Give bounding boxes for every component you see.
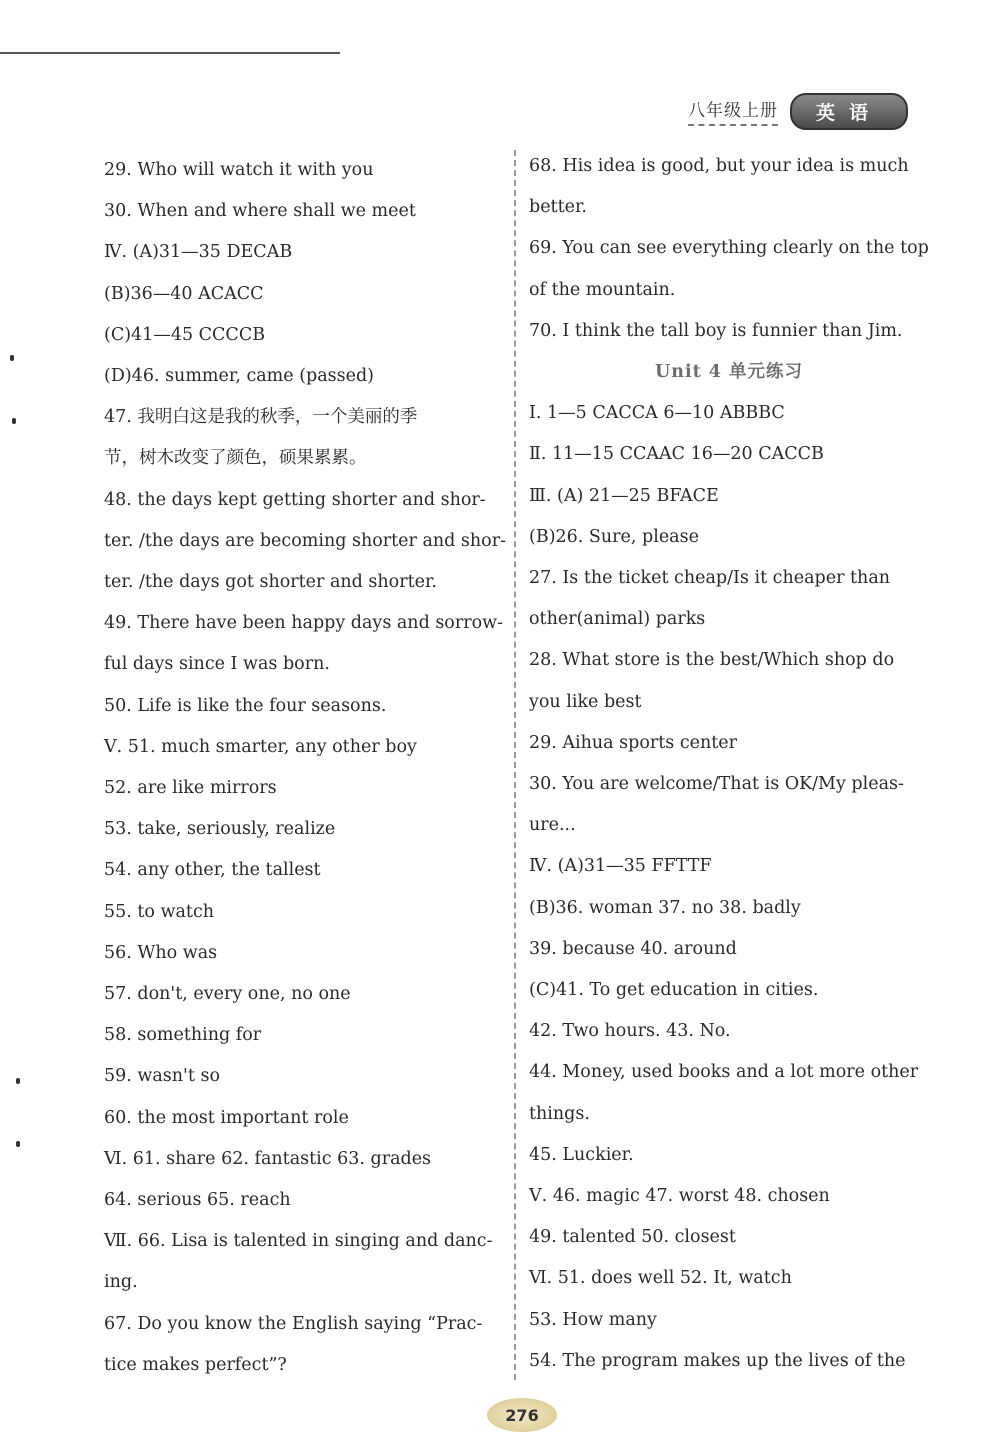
answer-line: 56. Who was xyxy=(104,942,218,963)
answer-line: Ⅲ. (A) 21—25 BFACE xyxy=(529,485,719,506)
answer-line: (D)46. summer, came (passed) xyxy=(104,366,375,387)
answer-line: 70. I think the tall boy is funnier than Jim. xyxy=(529,320,903,341)
answer-line: 68. His idea is good, but your idea is much xyxy=(529,156,909,176)
answer-line: (B)36—40 ACACC xyxy=(104,283,264,304)
top-rule xyxy=(0,52,340,54)
right-column xyxy=(529,146,929,1382)
answer-line: 64. serious 65. reach xyxy=(104,1190,291,1211)
answer-line: (B)26. Sure, please xyxy=(529,526,699,547)
answer-line: 57. don't, every one, no one xyxy=(104,984,351,1005)
answer-line: you like best xyxy=(529,691,642,712)
answer-line: 53. How many xyxy=(529,1309,657,1330)
answer-line: 49. There have been happy days and sorrow- xyxy=(104,613,504,634)
answer-line: 55. to watch xyxy=(104,901,215,922)
answer-line: 30. You are welcome/That is OK/My pleas- xyxy=(529,774,904,795)
answer-line: better. xyxy=(529,197,587,218)
grade-label: 八年级上册 xyxy=(688,96,778,126)
answer-line: 53. take, seriously, realize xyxy=(104,819,336,840)
answer-line: (C)41—45 CCCCB xyxy=(104,324,266,345)
answer-line: 48. the days kept getting shorter and shor- xyxy=(104,489,486,510)
answer-line: tice makes perfect”? xyxy=(104,1354,287,1375)
answer-line: Ⅴ. 46. magic 47. worst 48. chosen xyxy=(529,1186,830,1207)
answer-line: Ⅴ. 51. much smarter, any other boy xyxy=(104,736,417,757)
answer-line: 54. any other, the tallest xyxy=(104,860,321,881)
answer-line: 30. When and where shall we meet xyxy=(104,201,416,222)
answer-line: Ⅶ. 66. Lisa is talented in singing and danc- xyxy=(104,1231,493,1252)
margin-mark xyxy=(16,1078,20,1084)
answer-line: ing. xyxy=(104,1272,138,1293)
answer-line: (C)41. To get education in cities. xyxy=(529,980,819,1001)
answer-line: Ⅳ. (A)31—35 DECAB xyxy=(104,242,293,263)
answer-line: 39. because 40. around xyxy=(529,938,737,959)
answer-line: 47. 我明白这是我的秋季，一个美丽的季 xyxy=(104,407,418,428)
answer-line: 28. What store is the best/Which shop do xyxy=(529,650,895,671)
answer-line: (B)36. woman 37. no 38. badly xyxy=(529,897,801,918)
answer-line: Ⅳ. (A)31—35 FFTTF xyxy=(529,856,712,877)
answer-line: 59. wasn't so xyxy=(104,1066,220,1087)
page-number: 276 xyxy=(487,1398,557,1432)
answer-line: Ⅵ. 51. does well 52. It, watch xyxy=(529,1268,792,1289)
answer-line: 67. Do you know the English saying “Prac- xyxy=(104,1313,483,1334)
answer-line: Ⅱ. 11—15 CCAAC 16—20 CACCB xyxy=(529,444,824,465)
unit-title: Unit 4 单元练习 xyxy=(654,362,804,383)
answer-line: 29. Who will watch it with you xyxy=(104,160,374,180)
answer-line: ure... xyxy=(529,815,576,836)
answer-line: 29. Aihua sports center xyxy=(529,732,738,753)
answer-line: 52. are like mirrors xyxy=(104,778,277,799)
answer-line: ter. /the days got shorter and shorter. xyxy=(104,572,437,593)
subject-badge: 英语 xyxy=(790,93,908,130)
margin-mark xyxy=(12,418,16,424)
answer-line: 69. You can see everything clearly on the top xyxy=(529,238,929,259)
answer-line: 58. something for xyxy=(104,1025,262,1046)
page-header xyxy=(688,94,908,128)
answer-line: Ⅰ. 1—5 CACCA 6—10 ABBBC xyxy=(529,403,785,424)
answer-line: ful days since I was born. xyxy=(104,654,330,675)
left-column xyxy=(104,150,506,1386)
margin-mark xyxy=(10,355,14,361)
answer-line: 42. Two hours. 43. No. xyxy=(529,1021,731,1042)
answer-line: 49. talented 50. closest xyxy=(529,1227,736,1248)
answer-line: 27. Is the ticket cheap/Is it cheaper than xyxy=(529,568,891,589)
column-divider xyxy=(514,150,516,1380)
answer-line: 54. The program makes up the lives of the xyxy=(529,1350,906,1371)
margin-mark xyxy=(16,1141,20,1147)
answer-line: 60. the most important role xyxy=(104,1107,349,1128)
answer-line: 50. Life is like the four seasons. xyxy=(104,695,387,716)
answer-line: 节，树木改变了颜色，硕果累累。 xyxy=(104,448,367,469)
answer-line: ter. /the days are becoming shorter and shor- xyxy=(104,530,506,551)
answer-line: things. xyxy=(529,1103,590,1124)
answer-line: of the mountain. xyxy=(529,279,676,300)
answer-line: 44. Money, used books and a lot more other xyxy=(529,1062,919,1083)
answer-line: 45. Luckier. xyxy=(529,1144,634,1165)
answer-line: Ⅵ. 61. share 62. fantastic 63. grades xyxy=(104,1148,432,1169)
answer-line: other(animal) parks xyxy=(529,609,706,630)
